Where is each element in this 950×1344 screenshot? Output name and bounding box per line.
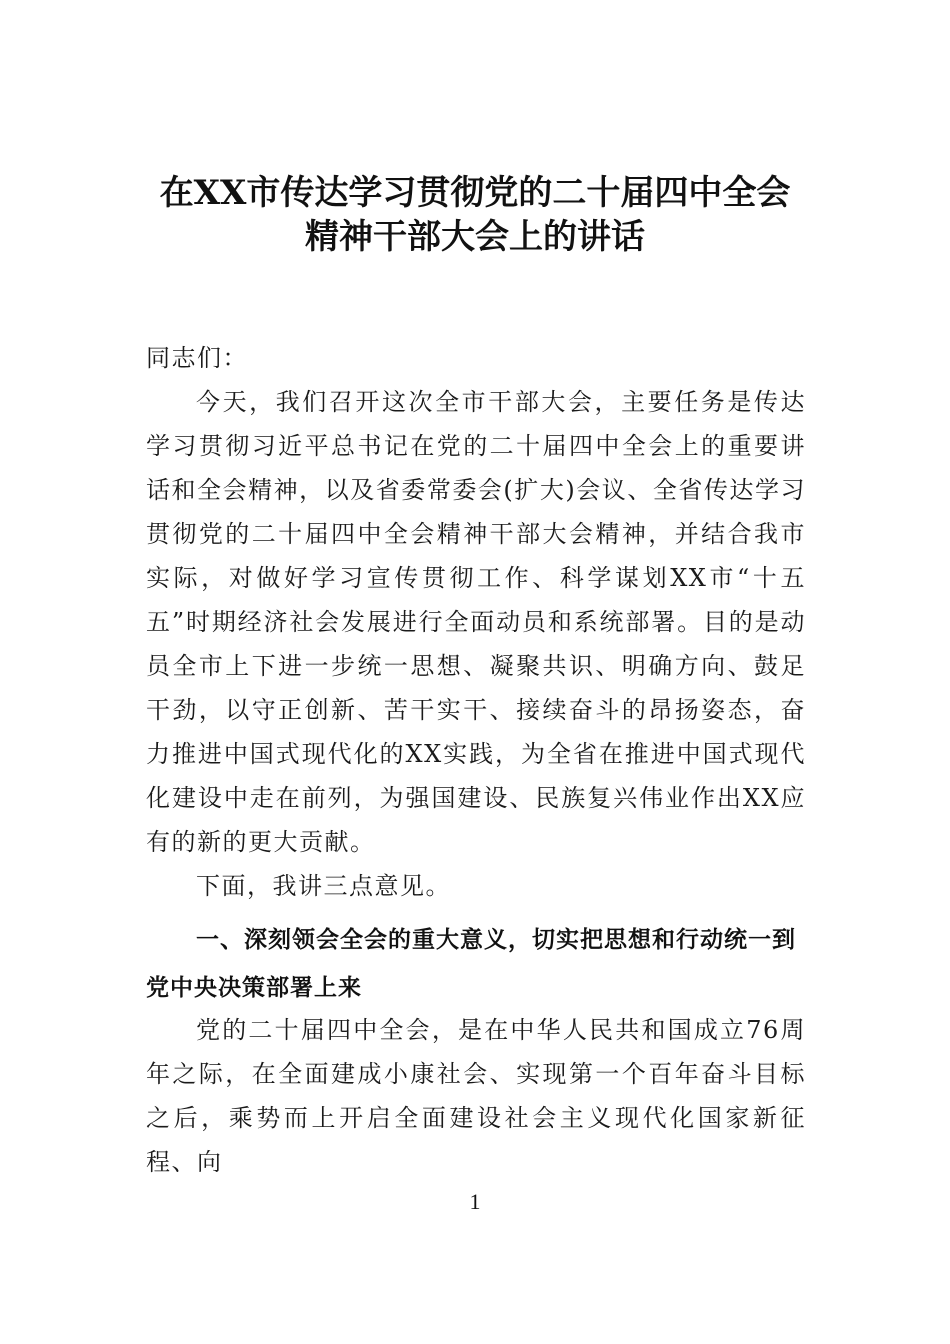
document-title-line-1: 在XX市传达学习贯彻党的二十届四中全会 [159, 173, 791, 213]
body-paragraph: 今天，我们召开这次全市干部大会，主要任务是传达学习贯彻习近平总书记在党的二十届四中全会上的重要讲话和全会精神，以及省委常委会(扩大)会议、全省传达学习贯彻党的二十届四中全会精神干部大会精神，并结合我市实际，对做好学习宣传贯彻工作、科学谋划XX市“十五五”时期经济社会发展进行全面动员和系统部署。目的是动员全市上下进一步统一思想、凝聚共识、明确方向、鼓足干劲，以守正创新、苦干实干、接续奋斗的昂扬姿态，奋力推进中国式现代化的XX实践，为全省在推进中国式现代化建设中走在前列，为强国建设、民族复兴伟业作出XX应有的新的更大贡献。 [146, 388, 806, 856]
salutation: 同志们： [146, 344, 248, 372]
section-heading: 一、深刻领会全会的重大意义，切实把思想和行动统一到党中央决策部署上来 [146, 927, 796, 1001]
page-number: 1 [469, 1189, 481, 1214]
body-paragraph: 下面，我讲三点意见。 [196, 872, 451, 900]
document-title-line-2: 精神干部大会上的讲话 [305, 217, 645, 257]
section-paragraph: 党的二十届四中全会，是在中华人民共和国成立76周年之际，在全面建成小康社会、实现第一个百年奋斗目标之后，乘势而上开启全面建设社会主义现代化国家新征程、向 [146, 1016, 806, 1176]
